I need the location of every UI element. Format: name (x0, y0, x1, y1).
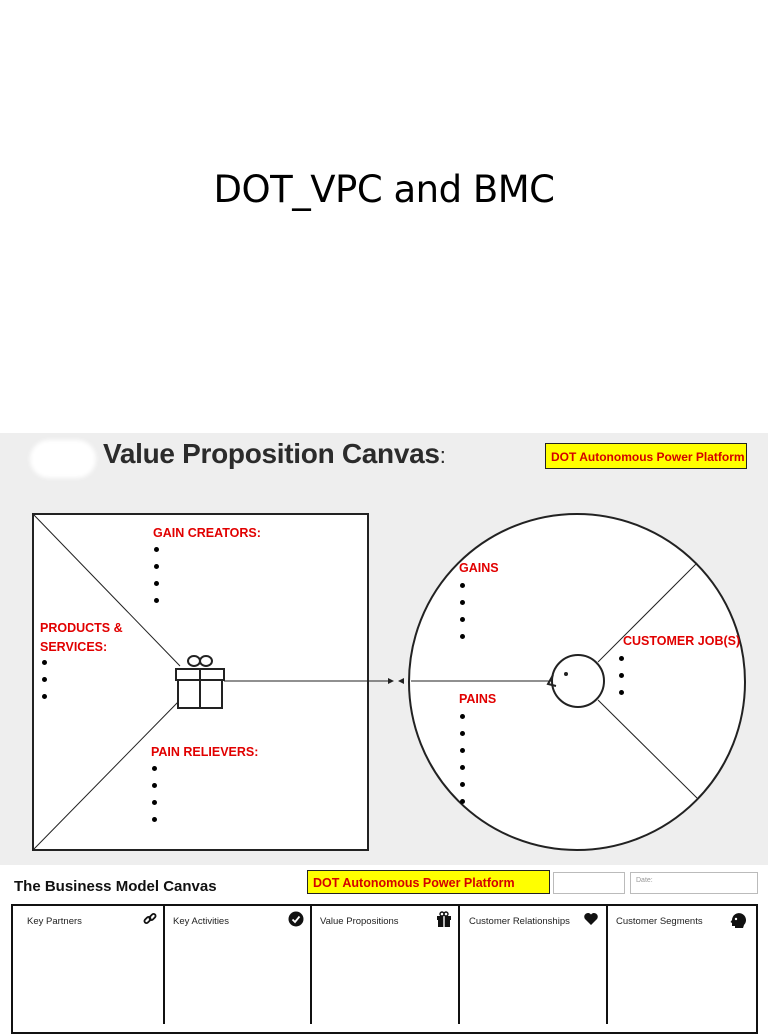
customer-jobs-label: CUSTOMER JOB(S) (623, 634, 741, 648)
pains-label: PAINS (459, 692, 497, 706)
gains-label: GAINS (459, 561, 499, 575)
bullet (152, 766, 157, 771)
customer-jobs-bullets (619, 656, 624, 707)
bmc-customer-relationships-label: Customer Relationships (469, 916, 570, 927)
check-circle-icon (288, 911, 304, 927)
bmc-divider (606, 904, 608, 1024)
bullet (619, 656, 624, 661)
bullet (154, 598, 159, 603)
link-icon (142, 911, 158, 927)
bullet (460, 617, 465, 622)
person-head-icon (729, 911, 747, 929)
bullet (460, 634, 465, 639)
bmc-customer-segments-label: Customer Segments (616, 916, 703, 927)
bullet (154, 581, 159, 586)
bullet (460, 782, 465, 787)
bullet (460, 600, 465, 605)
bullet (460, 731, 465, 736)
pain-relievers-bullets (152, 766, 157, 834)
bullet (619, 690, 624, 695)
vpc-product-tag: DOT Autonomous Power Platform (545, 443, 747, 469)
bullet (460, 748, 465, 753)
bmc-divider (310, 904, 312, 1024)
bmc-designed-for-field (553, 872, 625, 894)
bullet (152, 783, 157, 788)
bmc-date-field (630, 872, 758, 894)
bmc-value-propositions-label: Value Propositions (320, 916, 399, 927)
bullet (152, 800, 157, 805)
bmc-divider (458, 904, 460, 1024)
bullet (42, 694, 47, 699)
bullet (152, 817, 157, 822)
bullet (154, 564, 159, 569)
bmc-product-tag: DOT Autonomous Power Platform (307, 870, 550, 894)
connector-arrow-left (398, 678, 404, 684)
pains-bullets (460, 714, 465, 816)
products-services-label-line1: PRODUCTS & (40, 621, 123, 635)
gain-creators-label: GAIN CREATORS: (153, 526, 261, 540)
bullet (42, 677, 47, 682)
bmc-divider (163, 904, 165, 1024)
products-services-label (40, 619, 123, 657)
bullet (460, 583, 465, 588)
bullet (460, 765, 465, 770)
bullet (460, 799, 465, 804)
bmc-key-partners-label: Key Partners (27, 916, 82, 927)
bullet (154, 547, 159, 552)
products-services-bullets (42, 660, 47, 711)
slide-title: DOT_VPC and BMC (213, 168, 555, 211)
bullet (619, 673, 624, 678)
products-services-label-line2: SERVICES: (40, 640, 108, 654)
gain-creators-bullets (154, 547, 159, 615)
vpc-heading-colon: : (439, 443, 446, 468)
bullet (460, 714, 465, 719)
gains-bullets (460, 583, 465, 651)
bmc-title: The Business Model Canvas (14, 878, 217, 895)
bmc-date-label: Date: (636, 877, 653, 884)
bullet (42, 660, 47, 665)
gift-icon (436, 911, 452, 927)
pain-relievers-label: PAIN RELIEVERS: (151, 745, 259, 759)
bmc-key-activities-label: Key Activities (173, 916, 229, 927)
heart-icon (583, 911, 599, 927)
vpc-heading-text: Value Proposition Canvas (103, 438, 440, 469)
connector-arrow-right (388, 678, 394, 684)
